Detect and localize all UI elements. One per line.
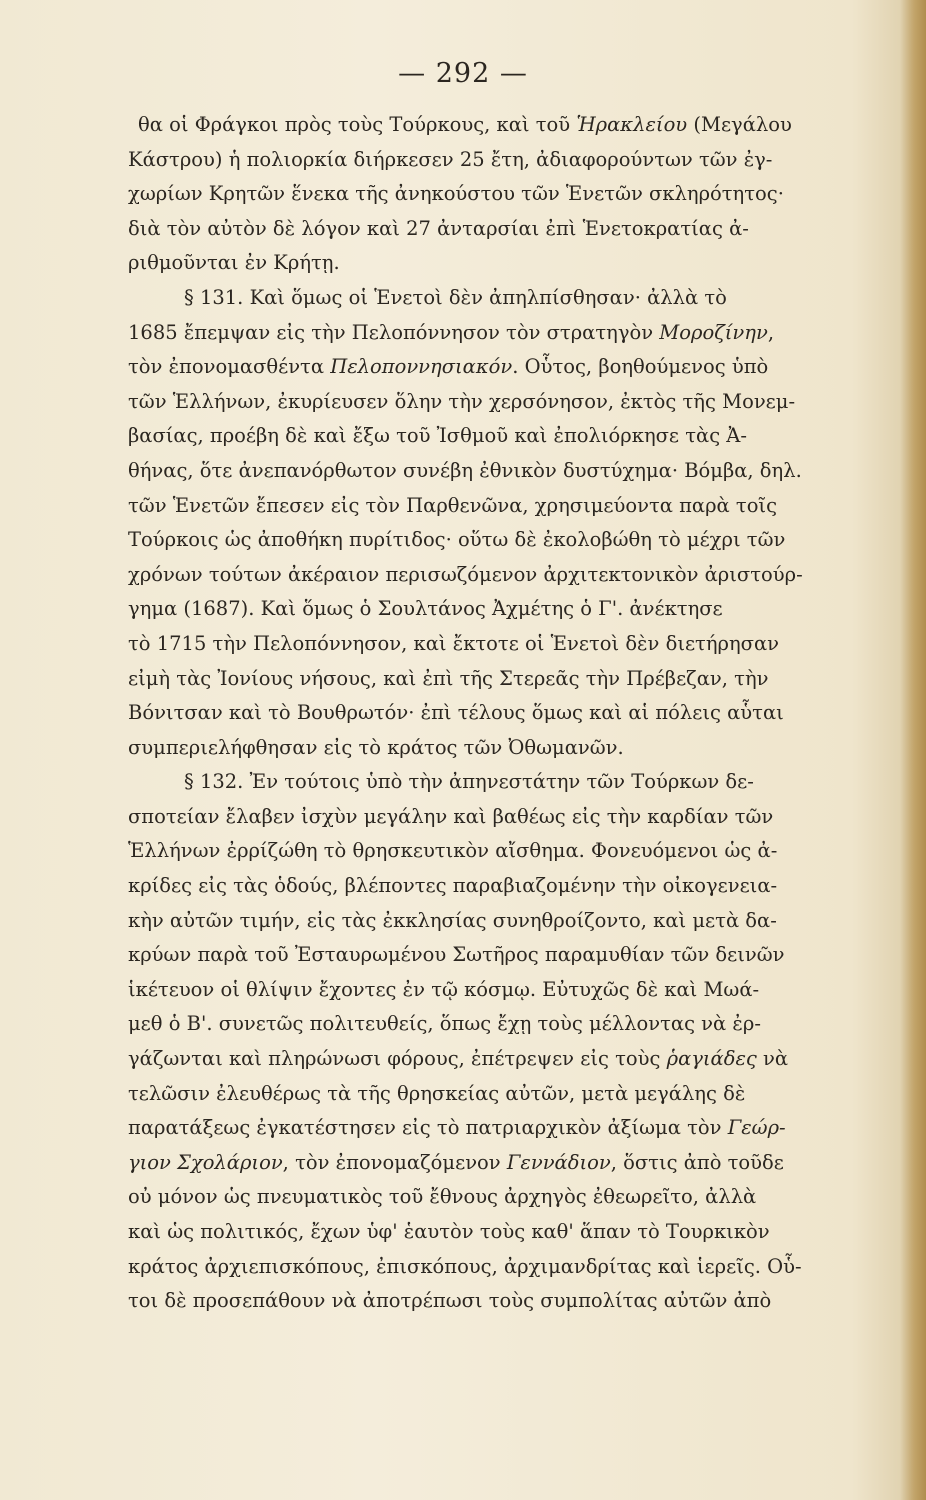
text-line	[128, 1250, 868, 1285]
text-run: τοι δὲ προσεπάθουν νὰ ἀποτρέπωσι τοὺς συμπολίτας αὐτῶν ἀπὸ	[128, 1289, 772, 1313]
text-line	[128, 662, 868, 697]
text-line	[128, 108, 868, 143]
text-line	[128, 627, 868, 662]
text-run: § 131. Καὶ ὅμως οἱ Ἑνετοὶ δὲν ἀπηλπίσθησαν· ἀλλὰ τὸ	[184, 285, 727, 309]
text-line	[128, 1007, 868, 1042]
text-line	[128, 143, 868, 178]
text-run: κράτος ἀρχιεπισκόπους, ἐπισκόπους, ἀρχιμανδρίτας καὶ ἱερεῖς. Οὗ-	[128, 1254, 802, 1278]
text-run: γάζωνται καὶ πληρώνωσι φόρους, ἐπέτρεψεν εἰς τοὺς	[128, 1047, 667, 1071]
italic-term: Ἡρακλείου	[576, 113, 688, 136]
text-run: κρύων παρὰ τοῦ Ἐσταυρωμένου Σωτῆρος παραμυθίαν τῶν δεινῶν	[128, 943, 785, 967]
text-run: παρατάξεως ἐγκατέστησεν εἰς τὸ πατριαρχικὸν ἀξίωμα τὸν	[128, 1116, 728, 1140]
text-run: χρόνων τούτων ἀκέραιον περισωζόμενον ἀρχιτεκτονικὸν ἀριστούρ-	[128, 562, 803, 586]
text-run: νὰ	[756, 1047, 789, 1071]
text-line	[128, 385, 868, 420]
text-run: διὰ τὸν αὐτὸν δὲ λόγον καὶ 27 ἀνταρσίαι ἐπὶ Ἑνετοκρατίας ἀ-	[128, 216, 749, 240]
body-text	[128, 108, 868, 1319]
text-line	[128, 523, 868, 558]
text-run: θα οἱ Φράγκοι πρὸς τοὺς Τούρκους, καὶ τοῦ	[138, 113, 577, 136]
text-run: , ὅστις ἀπὸ τοῦδε	[610, 1150, 784, 1174]
text-line	[128, 1284, 868, 1319]
text-run: κρίδες εἰς τὰς ὁδούς, βλέποντες παραβιαζομένην τὴν οἰκογενεια-	[128, 874, 778, 898]
text-run: ,	[767, 320, 775, 344]
italic-term: Μοροζίνην	[659, 320, 768, 344]
text-run: οὐ μόνον ὡς πνευματικὸς τοῦ ἔθνους ἀρχηγὸς ἐθεωρεῖτο, ἀλλὰ	[128, 1185, 757, 1209]
text-line	[128, 765, 868, 800]
italic-term: Πελοποννησιακόν	[330, 355, 513, 379]
text-run: μεθ ὁ Β'. συνετῶς πολιτευθείς, ὅπως ἔχῃ τοὺς μέλλοντας νὰ ἐρ-	[128, 1012, 761, 1036]
italic-term: ῥαγιάδες	[666, 1047, 757, 1071]
text-run: συμπεριελήφθησαν εἰς τὸ κράτος τῶν Ὀθωμανῶν.	[128, 735, 624, 759]
text-line	[128, 1042, 868, 1077]
text-line	[128, 1180, 868, 1215]
text-line	[128, 834, 868, 869]
text-run: τελῶσιν ἐλευθέρως τὰ τῆς θρησκείας αὐτῶν, μετὰ μεγάλης δὲ	[128, 1081, 746, 1105]
text-run: ριθμοῦνται ἐν Κρήτῃ.	[128, 251, 340, 275]
text-line	[128, 316, 868, 351]
text-line	[128, 731, 868, 766]
text-run: , τὸν ἐπονομαζόμενον	[282, 1150, 507, 1174]
text-run: καὶ ὡς πολιτικός, ἔχων ὑφ' ἑαυτὸν τοὺς καθ' ἅπαν τὸ Τουρκικὸν	[128, 1220, 770, 1243]
text-line	[128, 938, 868, 973]
text-run: 1685 ἔπεμψαν εἰς τὴν Πελοπόννησον τὸν στρατηγὸν	[128, 320, 660, 344]
text-line	[128, 177, 868, 212]
text-run: βασίας, προέβη δὲ καὶ ἔξω τοῦ Ἰσθμοῦ καὶ ἐπολιόρκησε τὰς Ἀ-	[128, 424, 747, 448]
text-line	[128, 904, 868, 939]
text-line	[128, 281, 868, 316]
text-run: κὴν αὐτῶν τιμήν, εἰς τὰς ἐκκλησίας συνηθροίζοντο, καὶ μετὰ δα-	[128, 908, 777, 932]
text-run: χωρίων Κρητῶν ἕνεκα τῆς ἀνηκούστου τῶν Ἑνετῶν σκληρότητος·	[128, 182, 784, 206]
text-line	[128, 592, 868, 627]
text-run: (Μεγάλου	[687, 113, 792, 136]
text-run: εἰμὴ τὰς Ἰονίους νήσους, καὶ ἐπὶ τῆς Στερεᾶς τὴν Πρέβεζαν, τὴν	[128, 666, 769, 690]
text-line	[128, 1077, 868, 1112]
italic-term: Γεώρ-	[727, 1116, 786, 1140]
text-run: Ἑλλήνων ἐρρίζώθη τὸ θρησκευτικὸν αἴσθημα. Φονευόμενοι ὡς ἀ-	[128, 839, 778, 863]
text-run: . Οὗτος, βοηθούμενος ὑπὸ	[512, 355, 769, 379]
text-line	[128, 558, 868, 593]
text-line	[128, 1215, 868, 1250]
text-line	[128, 419, 868, 454]
text-run: Κάστρου) ἡ πολιορκία διήρκεσεν 25 ἔτη, ἀδιαφορούντων τῶν ἐγ-	[128, 147, 773, 171]
italic-term: Γεννάδιον	[506, 1150, 611, 1174]
text-line	[128, 246, 868, 281]
text-run: τῶν Ἑλλήνων, ἐκυρίευσεν ὅλην τὴν χερσόνησον, ἐκτὸς τῆς Μονεμ-	[128, 389, 796, 413]
text-run: Τούρκοις ὡς ἀποθήκη πυρίτιδος· οὕτω δὲ ἐκολοβώθη τὸ μέχρι τῶν	[128, 528, 786, 552]
italic-term: γιον Σχολάριον	[128, 1150, 283, 1174]
text-run: θήνας, ὅτε ἀνεπανόρθωτον συνέβη ἐθνικὸν δυστύχημα· Βόμβα, δηλ.	[128, 458, 802, 482]
text-line	[128, 212, 868, 247]
text-line	[128, 1146, 868, 1181]
text-run: τὸν ἐπονομασθέντα	[128, 355, 331, 379]
text-run: § 132. Ἐν τούτοις ὑπὸ τὴν ἀπηνεστάτην τῶν Τούρκων δε-	[184, 770, 754, 794]
text-run: ἱκέτευον οἱ θλίψιν ἔχοντες ἐν τῷ κόσμῳ. Εὐτυχῶς δὲ καὶ Μωά-	[128, 977, 760, 1001]
text-line	[128, 973, 868, 1008]
page-number: — 292 —	[398, 58, 528, 89]
text-line	[128, 454, 868, 489]
text-line	[128, 489, 868, 524]
page-edge-shadow	[900, 0, 926, 1500]
text-line	[128, 800, 868, 835]
text-line	[128, 869, 868, 904]
text-line	[128, 696, 868, 731]
text-run: τὸ 1715 τὴν Πελοπόννησον, καὶ ἔκτοτε οἱ Ἑνετοὶ δὲν διετήρησαν	[128, 631, 780, 655]
text-line	[128, 350, 868, 385]
text-run: Βόνιτσαν καὶ τὸ Βουθρωτόν· ἐπὶ τέλους ὅμως καὶ αἱ πόλεις αὗται	[128, 701, 784, 725]
text-run: σποτείαν ἔλαβεν ἰσχὺν μεγάλην καὶ βαθέως εἰς τὴν καρδίαν τῶν	[128, 804, 774, 828]
text-line	[128, 1111, 868, 1146]
text-run: γημα (1687). Καὶ ὅμως ὁ Σουλτάνος Ἀχμέτης ὁ Γ'. ἀνέκτησε	[128, 597, 723, 621]
text-run: τῶν Ἑνετῶν ἔπεσεν εἰς τὸν Παρθενῶνα, χρησιμεύοντα παρὰ τοῖς	[128, 493, 778, 517]
